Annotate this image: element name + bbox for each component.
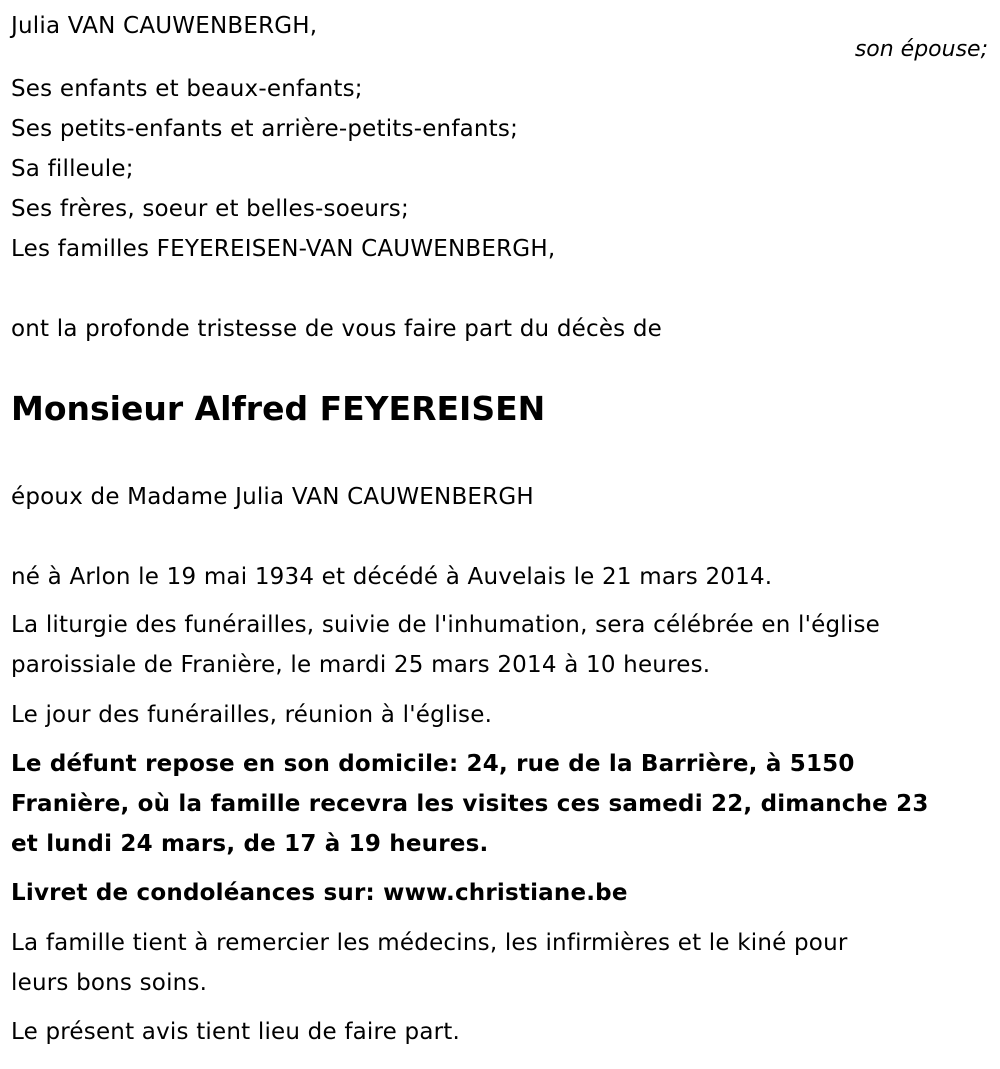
liturgy-line: La liturgie des funérailles, suivie de l'inhumation, sera célébrée en l'église (11, 612, 881, 638)
family-line: Ses enfants et beaux-enfants; (11, 76, 363, 102)
deceased-name: Monsieur Alfred FEYEREISEN (11, 389, 546, 428)
liturgy-line: paroissiale de Franière, le mardi 25 mars 2014 à 10 heures. (11, 652, 711, 678)
family-line: Ses petits-enfants et arrière-petits-enfants; (11, 116, 519, 142)
meeting-text: Le jour des funérailles, réunion à l'église. (11, 702, 493, 728)
visitation-line: Franière, où la famille recevra les visites ces samedi 22, dimanche 23 (11, 791, 929, 817)
visitation-line: Le défunt repose en son domicile: 24, rue de la Barrière, à 5150 (11, 751, 855, 777)
visitation-line: et lundi 24 mars, de 17 à 19 heures. (11, 831, 489, 857)
spouse-name: Julia VAN CAUWENBERGH, (11, 13, 318, 39)
condolences-text: Livret de condoléances sur: www.christiane.be (11, 880, 628, 906)
spouse-role: son épouse; (854, 37, 988, 62)
family-line: Ses frères, soeur et belles-soeurs; (11, 196, 409, 222)
husband-of-text: époux de Madame Julia VAN CAUWENBERGH (11, 484, 534, 510)
thanks-line: leurs bons soins. (11, 970, 208, 996)
birth-death-text: né à Arlon le 19 mai 1934 et décédé à Auvelais le 21 mars 2014. (11, 564, 773, 590)
family-line: Sa filleule; (11, 156, 134, 182)
family-line: Les familles FEYEREISEN-VAN CAUWENBERGH, (11, 236, 556, 262)
closing-text: Le présent avis tient lieu de faire part. (11, 1019, 461, 1045)
thanks-line: La famille tient à remercier les médecins, les infirmières et le kiné pour (11, 930, 848, 956)
announcement-text: ont la profonde tristesse de vous faire part du décès de (11, 316, 663, 342)
